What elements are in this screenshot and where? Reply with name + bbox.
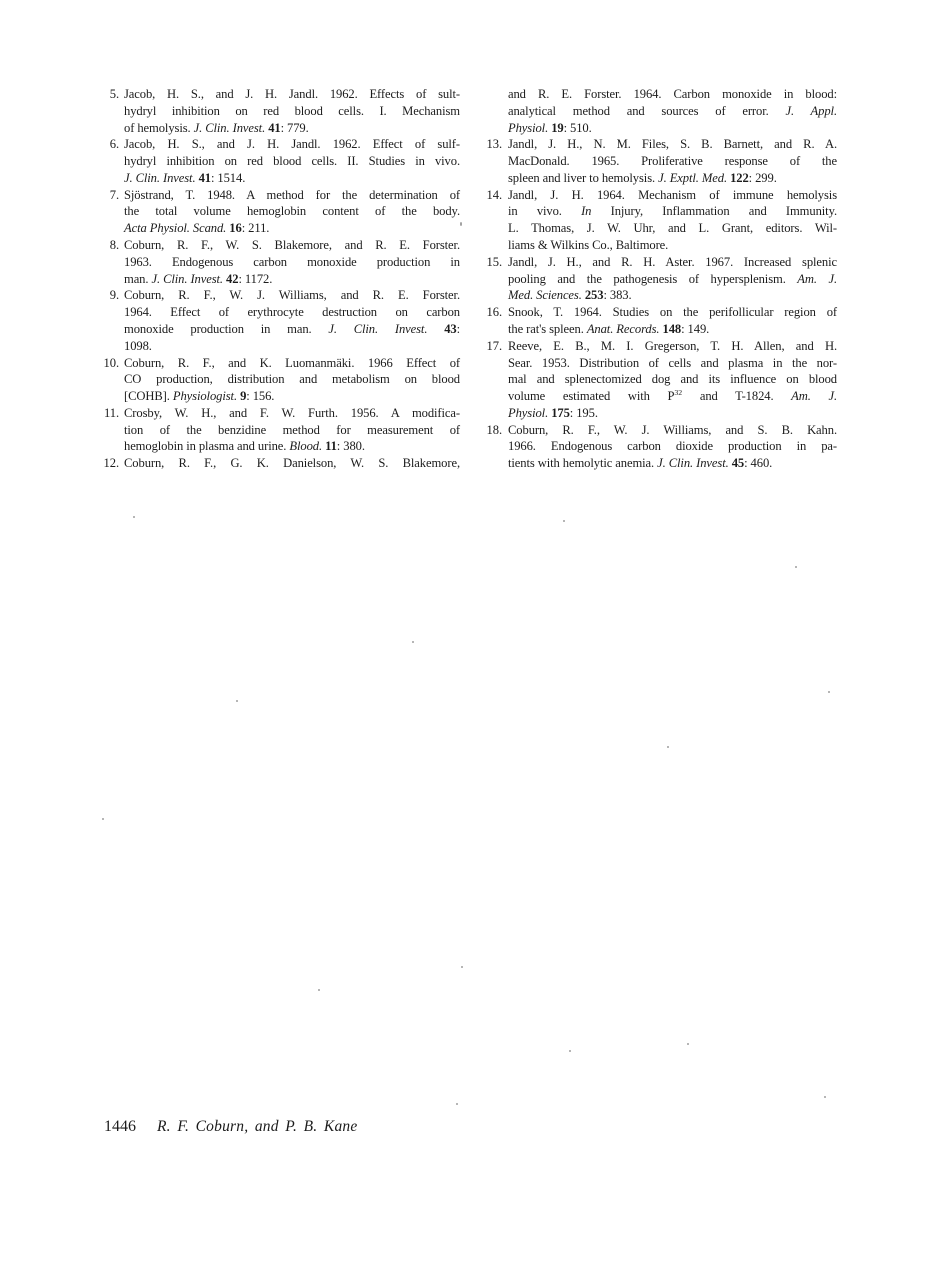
reference-line (124, 86, 460, 103)
scan-speck (461, 966, 463, 968)
reference-text-segment: 19 (551, 120, 564, 135)
reference-text-segment: 1964. Effect of erythrocyte destruction on carbon (124, 305, 460, 320)
reference-text-segment: liams & Wilkins Co., Baltimore. (508, 238, 669, 253)
reference-line (124, 136, 460, 153)
reference-text-segment: in vivo. (508, 204, 582, 219)
reference-text-segment: Reeve, E. B., M. I. Gregerson, T. H. Allen, and H. (508, 338, 837, 353)
reference-line (124, 220, 460, 237)
reference-text-segment: Jandl, J. H. 1964. Mechanism of immune hemolysis (508, 187, 837, 202)
reference-line (124, 153, 460, 170)
scan-speck (102, 818, 104, 820)
reference-number: 8. (109, 238, 119, 253)
reference-text-segment: 41 (268, 120, 281, 135)
reference-item (99, 455, 460, 472)
scan-speck (824, 1096, 826, 1098)
page-footer (104, 1118, 357, 1136)
reference-line (508, 136, 837, 153)
reference-number: 17. (486, 338, 502, 353)
reference-text-segment: 43 (444, 321, 457, 336)
reference-text-segment: tion of the benzidine method for measurement of (124, 422, 460, 437)
scan-speck (569, 1050, 571, 1052)
reference-item (482, 422, 837, 472)
reference-line (124, 254, 460, 271)
reference-text-segment: Crosby, W. H., and F. W. Furth. 1956. A modifica- (124, 405, 460, 420)
reference-text-segment: and T-1824. (682, 389, 792, 404)
page-number: 1446 (104, 1118, 136, 1135)
reference-number: 11. (104, 405, 119, 420)
reference-text-segment: : 1514. (210, 170, 246, 185)
reference-text-segment: man. (124, 271, 152, 286)
reference-line (124, 103, 460, 120)
reference-text-segment: and R. E. Forster. 1964. Carbon monoxide in blood: (508, 87, 837, 101)
reference-text-segment: Blood. (289, 439, 323, 454)
scan-speck (318, 989, 320, 991)
scan-speck (795, 566, 797, 568)
reference-text-segment: the rat's spleen. (508, 321, 587, 336)
reference-line (508, 237, 837, 254)
reference-text-segment: 41 (198, 170, 211, 185)
reference-line (124, 355, 460, 372)
reference-text-segment: : 460. (744, 456, 773, 471)
reference-text-segment: 122 (730, 170, 749, 185)
reference-number: 15. (486, 254, 502, 269)
reference-text-segment: J. Clin. Invest. (328, 321, 428, 336)
reference-text-segment: J. Exptl. Med. (658, 170, 727, 185)
reference-text-segment: Coburn, R. F., and K. Luomanmäki. 1966 Effect of (124, 355, 460, 370)
reference-text-segment: Coburn, R. F., G. K. Danielson, W. S. Blakemore, (124, 456, 460, 471)
reference-line (124, 237, 460, 254)
reference-item (99, 287, 460, 354)
reference-text-segment: hydryl inhibition on red blood cells. II. Studies in vivo. (124, 154, 460, 169)
reference-number: 13. (486, 137, 502, 152)
reference-line (508, 86, 837, 103)
reference-line (124, 321, 460, 338)
reference-text-segment: : 149. (681, 321, 710, 336)
reference-line (508, 187, 837, 204)
references-column-right (482, 86, 837, 472)
running-title: R. F. Coburn, and P. B. Kane (157, 1118, 358, 1135)
reference-text-segment: hydryl inhibition on red blood cells. I. Mechanism (124, 103, 460, 118)
reference-text-segment: 11 (325, 439, 337, 454)
reference-line (508, 355, 837, 372)
reference-text-segment: J. Clin. Invest. (151, 271, 223, 286)
reference-line (124, 304, 460, 321)
reference-text-segment: Jacob, H. S., and J. H. Jandl. 1962. Effects of sult- (124, 87, 460, 101)
reference-line (508, 338, 837, 355)
reference-number: 18. (486, 422, 502, 437)
scan-speck (460, 222, 462, 226)
reference-text-segment: 9 (240, 389, 247, 404)
scan-speck (828, 691, 830, 693)
reference-text-segment: J. Clin. Invest. (657, 456, 729, 471)
reference-text-segment: Am. J. (797, 271, 837, 286)
reference-number: 16. (486, 305, 502, 320)
scan-speck (456, 1103, 458, 1105)
reference-item (99, 86, 460, 136)
reference-text-segment: Snook, T. 1964. Studies on the perifollicular region of (508, 305, 837, 320)
reference-text-segment: the total volume hemoglobin content of the body. (124, 204, 460, 219)
reference-line (508, 271, 837, 288)
reference-line (508, 321, 837, 338)
reference-text-segment: 16 (229, 221, 242, 236)
reference-line (508, 120, 837, 137)
reference-text-segment: Jandl, J. H., N. M. Files, S. B. Barnett, and R. A. (508, 137, 837, 152)
reference-line (124, 287, 460, 304)
reference-line (124, 271, 460, 288)
reference-text-segment: Jacob, H. S., and J. H. Jandl. 1962. Effect of sulf- (124, 137, 460, 152)
reference-line (508, 455, 837, 472)
reference-text-segment: In (581, 204, 592, 219)
reference-line (508, 405, 837, 422)
reference-line (508, 371, 837, 388)
reference-text-segment: Anat. Records. (586, 321, 660, 336)
reference-line (508, 220, 837, 237)
reference-line (124, 388, 460, 405)
reference-text-segment: J. Appl. (785, 103, 837, 118)
reference-number: 10. (103, 355, 119, 370)
reference-text-segment: : 211. (241, 221, 270, 236)
scan-speck (667, 746, 669, 748)
reference-text-segment: Med. Sciences. (508, 288, 582, 303)
reference-number: 12. (103, 456, 119, 471)
reference-number: 14. (486, 187, 502, 202)
reference-item (482, 136, 837, 186)
reference-line (508, 287, 837, 304)
reference-text-segment: 45 (731, 456, 745, 471)
reference-text-segment: 1966. Endogenous carbon dioxide production in pa- (508, 439, 837, 454)
scan-speck (133, 516, 135, 518)
reference-text-segment: Sear. 1953. Distribution of cells and plasma in the nor- (508, 355, 837, 370)
reference-item (482, 86, 837, 136)
reference-line (508, 304, 837, 321)
reference-item (99, 187, 460, 237)
reference-line (124, 187, 460, 204)
reference-text-segment: Coburn, R. F., W. S. Blakemore, and R. E. Forster. (124, 238, 460, 253)
reference-text-segment: Sjöstrand, T. 1948. A method for the determination of (124, 187, 460, 202)
reference-number: 6. (109, 137, 119, 152)
reference-text-segment: [COHB]. (124, 389, 173, 404)
reference-item (482, 254, 837, 304)
reference-text-segment: Coburn, R. F., W. J. Williams, and S. B. Kahn. (508, 422, 837, 437)
reference-item (482, 304, 837, 338)
reference-text-segment: volume estimated with P (508, 389, 675, 404)
reference-text-segment: Am. J. (791, 389, 837, 404)
scan-speck (563, 520, 565, 522)
reference-line (124, 120, 460, 137)
reference-text-segment: : 195. (569, 405, 598, 420)
reference-item (99, 355, 460, 405)
reference-line (124, 455, 460, 472)
scan-speck (412, 641, 414, 643)
reference-text-segment: J. Clin. Invest. (193, 120, 266, 135)
reference-text-segment (427, 322, 444, 336)
reference-line (124, 170, 460, 187)
reference-text-segment: mal and splenectomized dog and its influence on blood (508, 372, 837, 387)
reference-line (124, 422, 460, 439)
reference-line (124, 438, 460, 455)
reference-line (508, 203, 837, 220)
reference-text-segment: : 380. (336, 439, 365, 454)
scan-speck (236, 700, 238, 702)
scan-speck (687, 1043, 689, 1045)
reference-text-segment: 42 (226, 271, 239, 286)
reference-text-segment: L. Thomas, J. W. Uhr, and L. Grant, editors. Wil- (508, 221, 837, 236)
reference-text-segment: Coburn, R. F., W. J. Williams, and R. E. Forster. (124, 288, 460, 303)
reference-line (508, 388, 837, 405)
reference-text-segment: CO production, distribution and metabolism on blood (124, 372, 460, 387)
reference-line (508, 438, 837, 455)
reference-number: 5. (109, 87, 119, 101)
reference-line (124, 203, 460, 220)
reference-line (508, 103, 837, 120)
reference-text-segment: 1098. (124, 338, 152, 353)
reference-text-segment: 148 (662, 321, 682, 336)
reference-text-segment: : 1172. (238, 271, 273, 286)
reference-text-segment: analytical method and sources of error. (508, 103, 786, 118)
reference-line (508, 422, 837, 439)
reference-text-segment: : 510. (563, 120, 592, 135)
reference-text-segment: 1963. Endogenous carbon monoxide production in (124, 254, 460, 269)
reference-line (124, 371, 460, 388)
reference-item (99, 405, 460, 455)
reference-text-segment: : 383. (603, 288, 632, 303)
reference-text-segment: Physiol. (508, 405, 549, 420)
reference-item (482, 187, 837, 254)
reference-line (124, 338, 460, 355)
reference-text-segment: J. Clin. Invest. (124, 170, 196, 185)
reference-text-segment: monoxide production in man. (124, 321, 329, 336)
reference-line (508, 254, 837, 271)
reference-text-segment: spleen and liver to hemolysis. (508, 170, 659, 185)
reference-text-segment: Physiologist. (172, 389, 237, 404)
reference-text-segment: Physiol. (508, 120, 549, 135)
reference-text-segment: : (456, 321, 461, 336)
reference-number: 7. (109, 187, 119, 202)
reference-text-segment: MacDonald. 1965. Proliferative response of the (508, 154, 837, 169)
references-column-left (99, 86, 460, 472)
reference-text-segment: Jandl, J. H., and R. H. Aster. 1967. Increased splenic (508, 254, 837, 269)
reference-item (482, 338, 837, 422)
reference-text-segment: hemoglobin in plasma and urine. (124, 439, 290, 454)
reference-line (508, 170, 837, 187)
reference-number: 9. (109, 288, 119, 303)
reference-text-segment: tients with hemolytic anemia. (508, 456, 658, 471)
reference-item (99, 237, 460, 287)
reference-line (124, 405, 460, 422)
reference-text-segment: pooling and the pathogenesis of hypersplenism. (508, 271, 798, 286)
reference-text-segment: : 779. (280, 120, 309, 135)
reference-text-segment: 32 (674, 387, 683, 397)
reference-text-segment: Injury, Inflammation and Immunity. (591, 204, 837, 219)
reference-text-segment: : 299. (748, 170, 777, 185)
reference-text-segment: Acta Physiol. Scand. (124, 221, 227, 236)
reference-item (99, 136, 460, 186)
reference-text-segment: : 156. (246, 389, 275, 404)
reference-text-segment: of hemolysis. (124, 120, 194, 135)
reference-text-segment: 253 (584, 288, 604, 303)
reference-line (508, 153, 837, 170)
reference-text-segment: 175 (551, 405, 570, 420)
